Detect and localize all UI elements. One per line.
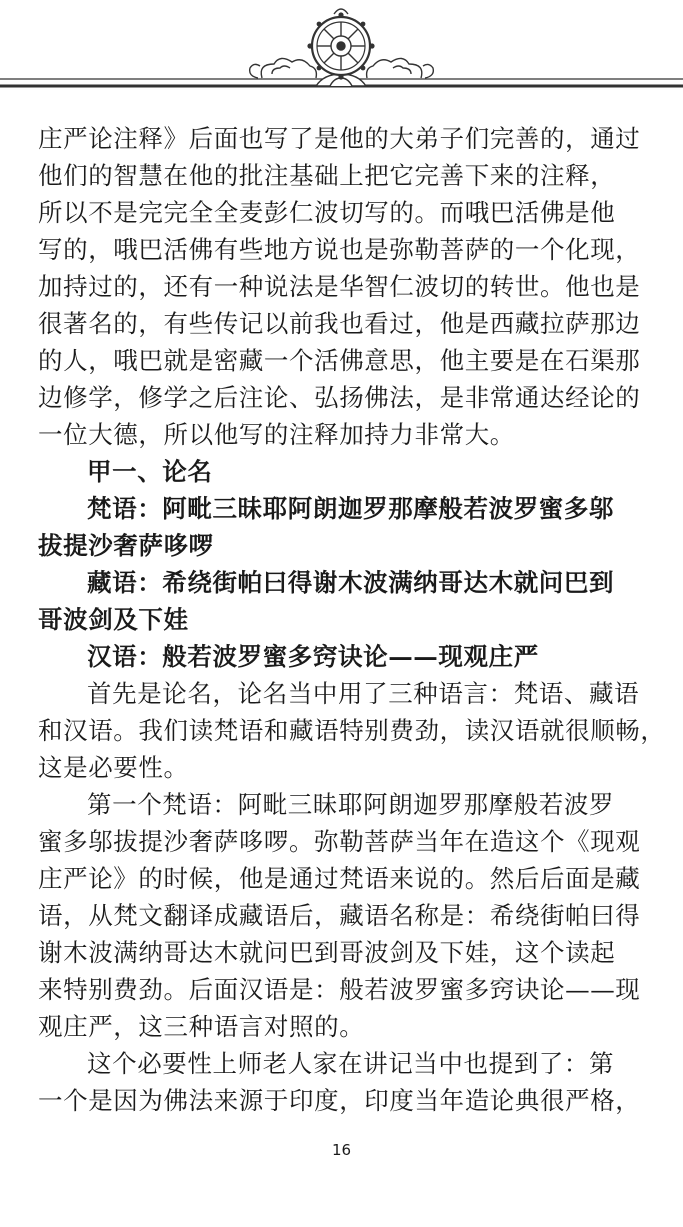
- chinese-title: [38, 638, 648, 675]
- text-line: 一位大德，所以他写的注释加持力非常大。: [38, 420, 515, 449]
- paragraph: [38, 1045, 648, 1119]
- text-line: 边修学，修学之后注论、弘扬佛法，是非常通达经论的: [38, 383, 641, 412]
- text-line: 一个是因为佛法来源于印度，印度当年造论典很严格，: [38, 1086, 641, 1115]
- page-body: [38, 120, 666, 1119]
- text-line: 和汉语。我们读梵语和藏语特别费劲，读汉语就很顺畅，: [38, 716, 666, 745]
- text-line: 藏语：希绕街帕曰得谢木波满纳哥达木就问巴到: [87, 568, 615, 597]
- text-line: 来特别费劲。后面汉语是：般若波罗蜜多窍诀论——现: [38, 975, 641, 1004]
- text-line: 庄严论》的时候，他是通过梵语来说的。然后后面是藏: [38, 864, 641, 893]
- text-line: 很著名的，有些传记以前我也看过，他是西藏拉萨那边: [38, 309, 641, 338]
- text-line: 拔提沙奢萨哆啰: [38, 531, 214, 560]
- text-line: 语，从梵文翻译成藏语后，藏语名称是：希绕街帕曰得: [38, 901, 641, 930]
- section-heading: [38, 453, 648, 490]
- paragraph-continuation: [38, 120, 648, 453]
- text-line: 谢木波满纳哥达木就问巴到哥波剑及下娃，这个读起: [38, 938, 616, 967]
- text-line: 这是必要性。: [38, 753, 189, 782]
- header-ornament: [0, 0, 683, 115]
- page-header: [0, 0, 683, 115]
- cloud-scroll-left-icon: [250, 58, 317, 78]
- text-line: 第一个梵语：阿毗三昧耶阿朗迦罗那摩般若波罗: [87, 790, 615, 819]
- text-line: 观庄严，这三种语言对照的。: [38, 1012, 365, 1041]
- sanskrit-title: [38, 490, 648, 564]
- text-line: 哥波剑及下娃: [38, 605, 189, 634]
- cloud-scroll-right-icon: [367, 58, 434, 78]
- text-line: 写的，哦巴活佛有些地方说也是弥勒菩萨的一个化现，: [38, 235, 641, 264]
- tibetan-title: [38, 564, 648, 638]
- text-line: 汉语：般若波罗蜜多窍诀论——现观庄严: [87, 642, 539, 671]
- text-line: 所以不是完完全全麦彭仁波切写的。而哦巴活佛是他: [38, 198, 616, 227]
- text-line: 蜜多邬拔提沙奢萨哆啰。弥勒菩萨当年在造这个《现观: [38, 827, 641, 856]
- heading-title: 甲一、论名: [87, 457, 213, 486]
- text-line: 这个必要性上师老人家在讲记当中也提到了：第: [87, 1049, 615, 1078]
- text-line: 庄严论注释》后面也写了是他的大弟子们完善的，通过: [38, 124, 641, 153]
- text-line: 的人，哦巴就是密藏一个活佛意思，他主要是在石渠那: [38, 346, 641, 375]
- page-number: 16: [331, 1141, 352, 1159]
- text-line: 加持过的，还有一种说法是华智仁波切的转世。他也是: [38, 272, 641, 301]
- paragraph: [38, 675, 666, 786]
- paragraph: [38, 786, 648, 1045]
- text-line: 首先是论名，论名当中用了三种语言：梵语、藏语: [87, 679, 640, 708]
- dharma-wheel-icon: [307, 9, 374, 80]
- text-line: 他们的智慧在他的批注基础上把它完善下来的注释，: [38, 161, 616, 190]
- text-line: 梵语：阿毗三昧耶阿朗迦罗那摩般若波罗蜜多邬: [87, 494, 615, 523]
